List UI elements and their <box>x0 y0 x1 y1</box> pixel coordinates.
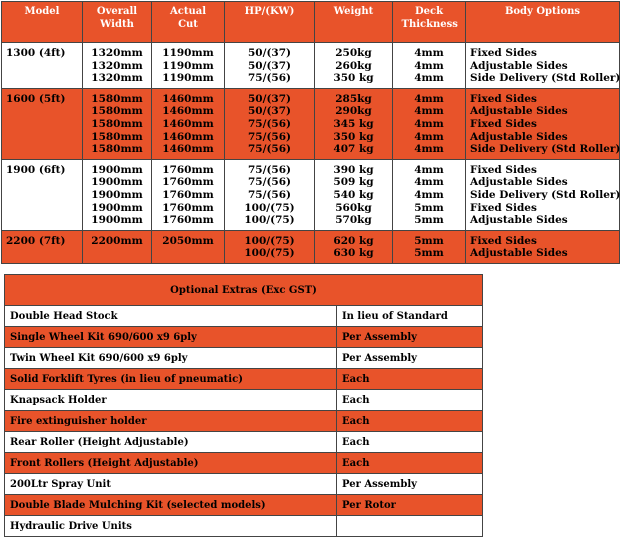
extras-row <box>5 327 483 348</box>
cell-line: 4mm <box>414 92 444 105</box>
cell-line <box>156 247 220 260</box>
extras-item: Twin Wheel Kit 690/600 x9 6ply <box>5 348 337 369</box>
cell-line: 4mm <box>414 143 444 156</box>
cell-line: 75/(56) <box>248 176 291 189</box>
cell-line: 250kg <box>335 47 372 59</box>
header-deck-thickness: Deck Thickness <box>393 2 466 43</box>
header-weight: Weight <box>315 2 393 43</box>
extras-price: Per Assembly <box>337 348 483 369</box>
cell-line: 100/(75) <box>244 234 295 247</box>
cell-line: 50/(37) <box>248 105 291 118</box>
cell-line: 390 kg <box>333 163 374 176</box>
cell-line: 1580mm <box>91 105 143 118</box>
cell-line: 570kg <box>335 214 372 227</box>
cell-line: Adjustable Sides <box>470 247 568 260</box>
cell-line: 75/(56) <box>248 188 291 201</box>
cell-line: Side Delivery (Std Roller) <box>470 188 620 201</box>
hp-cell <box>225 43 315 89</box>
deck-cell <box>393 43 466 89</box>
cell-line: 1460mm <box>162 105 214 118</box>
cell-line: 1580mm <box>91 92 143 105</box>
extras-row <box>5 348 483 369</box>
deck-cell <box>393 159 466 230</box>
cell-line: Side Delivery (Std Roller) <box>470 72 620 85</box>
cell-line: 1900mm <box>91 201 143 214</box>
cell-line: 1190mm <box>162 59 214 72</box>
cell-line: 1760mm <box>162 176 214 189</box>
body-options-cell <box>466 88 620 159</box>
spec-header-row <box>2 2 620 43</box>
cell-line: 1580mm <box>91 143 143 156</box>
cell-line: 4mm <box>414 117 444 130</box>
cell-line: 4mm <box>414 47 444 59</box>
cell-line: 1460mm <box>162 117 214 130</box>
extras-item: Front Rollers (Height Adjustable) <box>5 453 337 474</box>
model-group-row <box>2 159 620 230</box>
cell-line: 1320mm <box>91 47 143 59</box>
extras-item: Single Wheel Kit 690/600 x9 6ply <box>5 327 337 348</box>
extras-price: Each <box>337 432 483 453</box>
width-cell <box>83 159 152 230</box>
header-model: Model <box>2 2 83 43</box>
cell-line: 100/(75) <box>244 214 295 227</box>
cell-line: 260kg <box>335 59 372 72</box>
model-cell: 1900 (6ft) <box>2 159 83 230</box>
cell-line: 1900mm <box>91 176 143 189</box>
cell-line: 1190mm <box>162 72 214 85</box>
cell-line: 100/(75) <box>244 247 295 260</box>
cell-line: 1760mm <box>162 214 214 227</box>
extras-item: Rear Roller (Height Adjustable) <box>5 432 337 453</box>
model-cell: 1600 (5ft) <box>2 88 83 159</box>
cell-line: 50/(37) <box>248 92 291 105</box>
cell-line: 75/(56) <box>248 117 291 130</box>
body-options-cell <box>466 230 620 263</box>
extras-price: Each <box>337 411 483 432</box>
extras-title: Optional Extras (Exc GST) <box>5 275 483 306</box>
cell-line: 1190mm <box>162 47 214 59</box>
model-cell: 2200 (7ft) <box>2 230 83 263</box>
cell-line: Fixed Sides <box>470 117 537 130</box>
header-body-options: Body Options <box>466 2 620 43</box>
weight-cell <box>315 88 393 159</box>
cell-line: 4mm <box>414 188 444 201</box>
cell-line: 630 kg <box>333 247 374 260</box>
cell-line: Fixed Sides <box>470 201 537 214</box>
extras-row <box>5 495 483 516</box>
extras-price: Per Rotor <box>337 495 483 516</box>
cell-line: 4mm <box>414 72 444 85</box>
hp-cell <box>225 88 315 159</box>
cell-line: Fixed Sides <box>470 163 537 176</box>
cell-line: 75/(56) <box>248 72 291 85</box>
extras-price: Each <box>337 453 483 474</box>
extras-item: 200Ltr Spray Unit <box>5 474 337 495</box>
cell-line: 350 kg <box>333 72 374 85</box>
extras-row <box>5 453 483 474</box>
hp-cell <box>225 230 315 263</box>
cell-line: 1900mm <box>91 163 143 176</box>
cell-line: 560kg <box>335 201 372 214</box>
cell-line: 350 kg <box>333 130 374 143</box>
cell-line: 1900mm <box>91 214 143 227</box>
cell-line: Side Delivery (Std Roller) <box>470 143 620 156</box>
width-cell <box>83 88 152 159</box>
cell-line: 1460mm <box>162 130 214 143</box>
cell-line: Fixed Sides <box>470 234 537 247</box>
weight-cell <box>315 230 393 263</box>
cell-line: 4mm <box>414 130 444 143</box>
extras-price: Each <box>337 369 483 390</box>
extras-price: Per Assembly <box>337 474 483 495</box>
cell-line: 540 kg <box>333 188 374 201</box>
cell-line: 1320mm <box>91 72 143 85</box>
cell-line: 2050mm <box>162 234 214 247</box>
cell-line: Fixed Sides <box>470 47 537 59</box>
extras-item: Solid Forklift Tyres (in lieu of pneumatic) <box>5 369 337 390</box>
cell-line: Adjustable Sides <box>470 130 568 143</box>
cut-cell <box>152 43 225 89</box>
cell-line: 1460mm <box>162 92 214 105</box>
cell-line: 100/(75) <box>244 201 295 214</box>
extras-row <box>5 306 483 327</box>
extras-title-row <box>5 275 483 306</box>
cell-line: 4mm <box>414 105 444 118</box>
cell-line: 1460mm <box>162 143 214 156</box>
extras-item: Double Head Stock <box>5 306 337 327</box>
cell-line: 1760mm <box>162 201 214 214</box>
cell-line: 407 kg <box>333 143 374 156</box>
cut-cell <box>152 230 225 263</box>
cell-line: 509 kg <box>333 176 374 189</box>
cell-line: 75/(56) <box>248 163 291 176</box>
extras-row <box>5 390 483 411</box>
cell-line: 1580mm <box>91 130 143 143</box>
cell-line: 2200mm <box>91 234 143 247</box>
extras-row <box>5 474 483 495</box>
cell-line: 5mm <box>414 234 444 247</box>
body-options-cell <box>466 159 620 230</box>
extras-price <box>337 516 483 537</box>
header-overall-width: Overall Width <box>83 2 152 43</box>
weight-cell <box>315 159 393 230</box>
deck-cell <box>393 88 466 159</box>
hp-cell <box>225 159 315 230</box>
specifications-table <box>1 1 620 264</box>
optional-extras-table <box>4 274 483 537</box>
cell-line: 285kg <box>335 92 372 105</box>
cell-line: 290kg <box>335 105 372 118</box>
model-group-row <box>2 230 620 263</box>
cut-cell <box>152 88 225 159</box>
cell-line: 4mm <box>414 59 444 72</box>
model-group-row <box>2 88 620 159</box>
cell-line: Fixed Sides <box>470 92 537 105</box>
cell-line: 50/(37) <box>248 47 291 59</box>
extras-item: Hydraulic Drive Units <box>5 516 337 537</box>
cell-line: 5mm <box>414 201 444 214</box>
extras-item: Double Blade Mulching Kit (selected models) <box>5 495 337 516</box>
cell-line: 50/(37) <box>248 59 291 72</box>
cell-line: 1580mm <box>91 117 143 130</box>
cell-line: 75/(56) <box>248 143 291 156</box>
cell-line: Adjustable Sides <box>470 59 568 72</box>
extras-item: Fire extinguisher holder <box>5 411 337 432</box>
extras-row <box>5 411 483 432</box>
extras-item: Knapsack Holder <box>5 390 337 411</box>
width-cell <box>83 43 152 89</box>
cell-line: 1760mm <box>162 188 214 201</box>
cell-line: 5mm <box>414 214 444 227</box>
weight-cell <box>315 43 393 89</box>
extras-price: In lieu of Standard <box>337 306 483 327</box>
cell-line: 1760mm <box>162 163 214 176</box>
cell-line: 345 kg <box>333 117 374 130</box>
header-actual-cut: Actual Cut <box>152 2 225 43</box>
cell-line <box>87 247 147 260</box>
cut-cell <box>152 159 225 230</box>
cell-line: 4mm <box>414 163 444 176</box>
width-cell <box>83 230 152 263</box>
model-cell: 1300 (4ft) <box>2 43 83 89</box>
extras-row <box>5 369 483 390</box>
cell-line: 4mm <box>414 176 444 189</box>
body-options-cell <box>466 43 620 89</box>
deck-cell <box>393 230 466 263</box>
cell-line: 75/(56) <box>248 130 291 143</box>
cell-line: 1320mm <box>91 59 143 72</box>
header-hp-kw: HP/(KW) <box>225 2 315 43</box>
cell-line: 5mm <box>414 247 444 260</box>
cell-line: 620 kg <box>333 234 374 247</box>
cell-line: Adjustable Sides <box>470 105 568 118</box>
extras-row <box>5 432 483 453</box>
cell-line: 1900mm <box>91 188 143 201</box>
cell-line: Adjustable Sides <box>470 214 568 227</box>
extras-row <box>5 516 483 537</box>
extras-price: Per Assembly <box>337 327 483 348</box>
model-group-row <box>2 43 620 89</box>
extras-price: Each <box>337 390 483 411</box>
cell-line: Adjustable Sides <box>470 176 568 189</box>
